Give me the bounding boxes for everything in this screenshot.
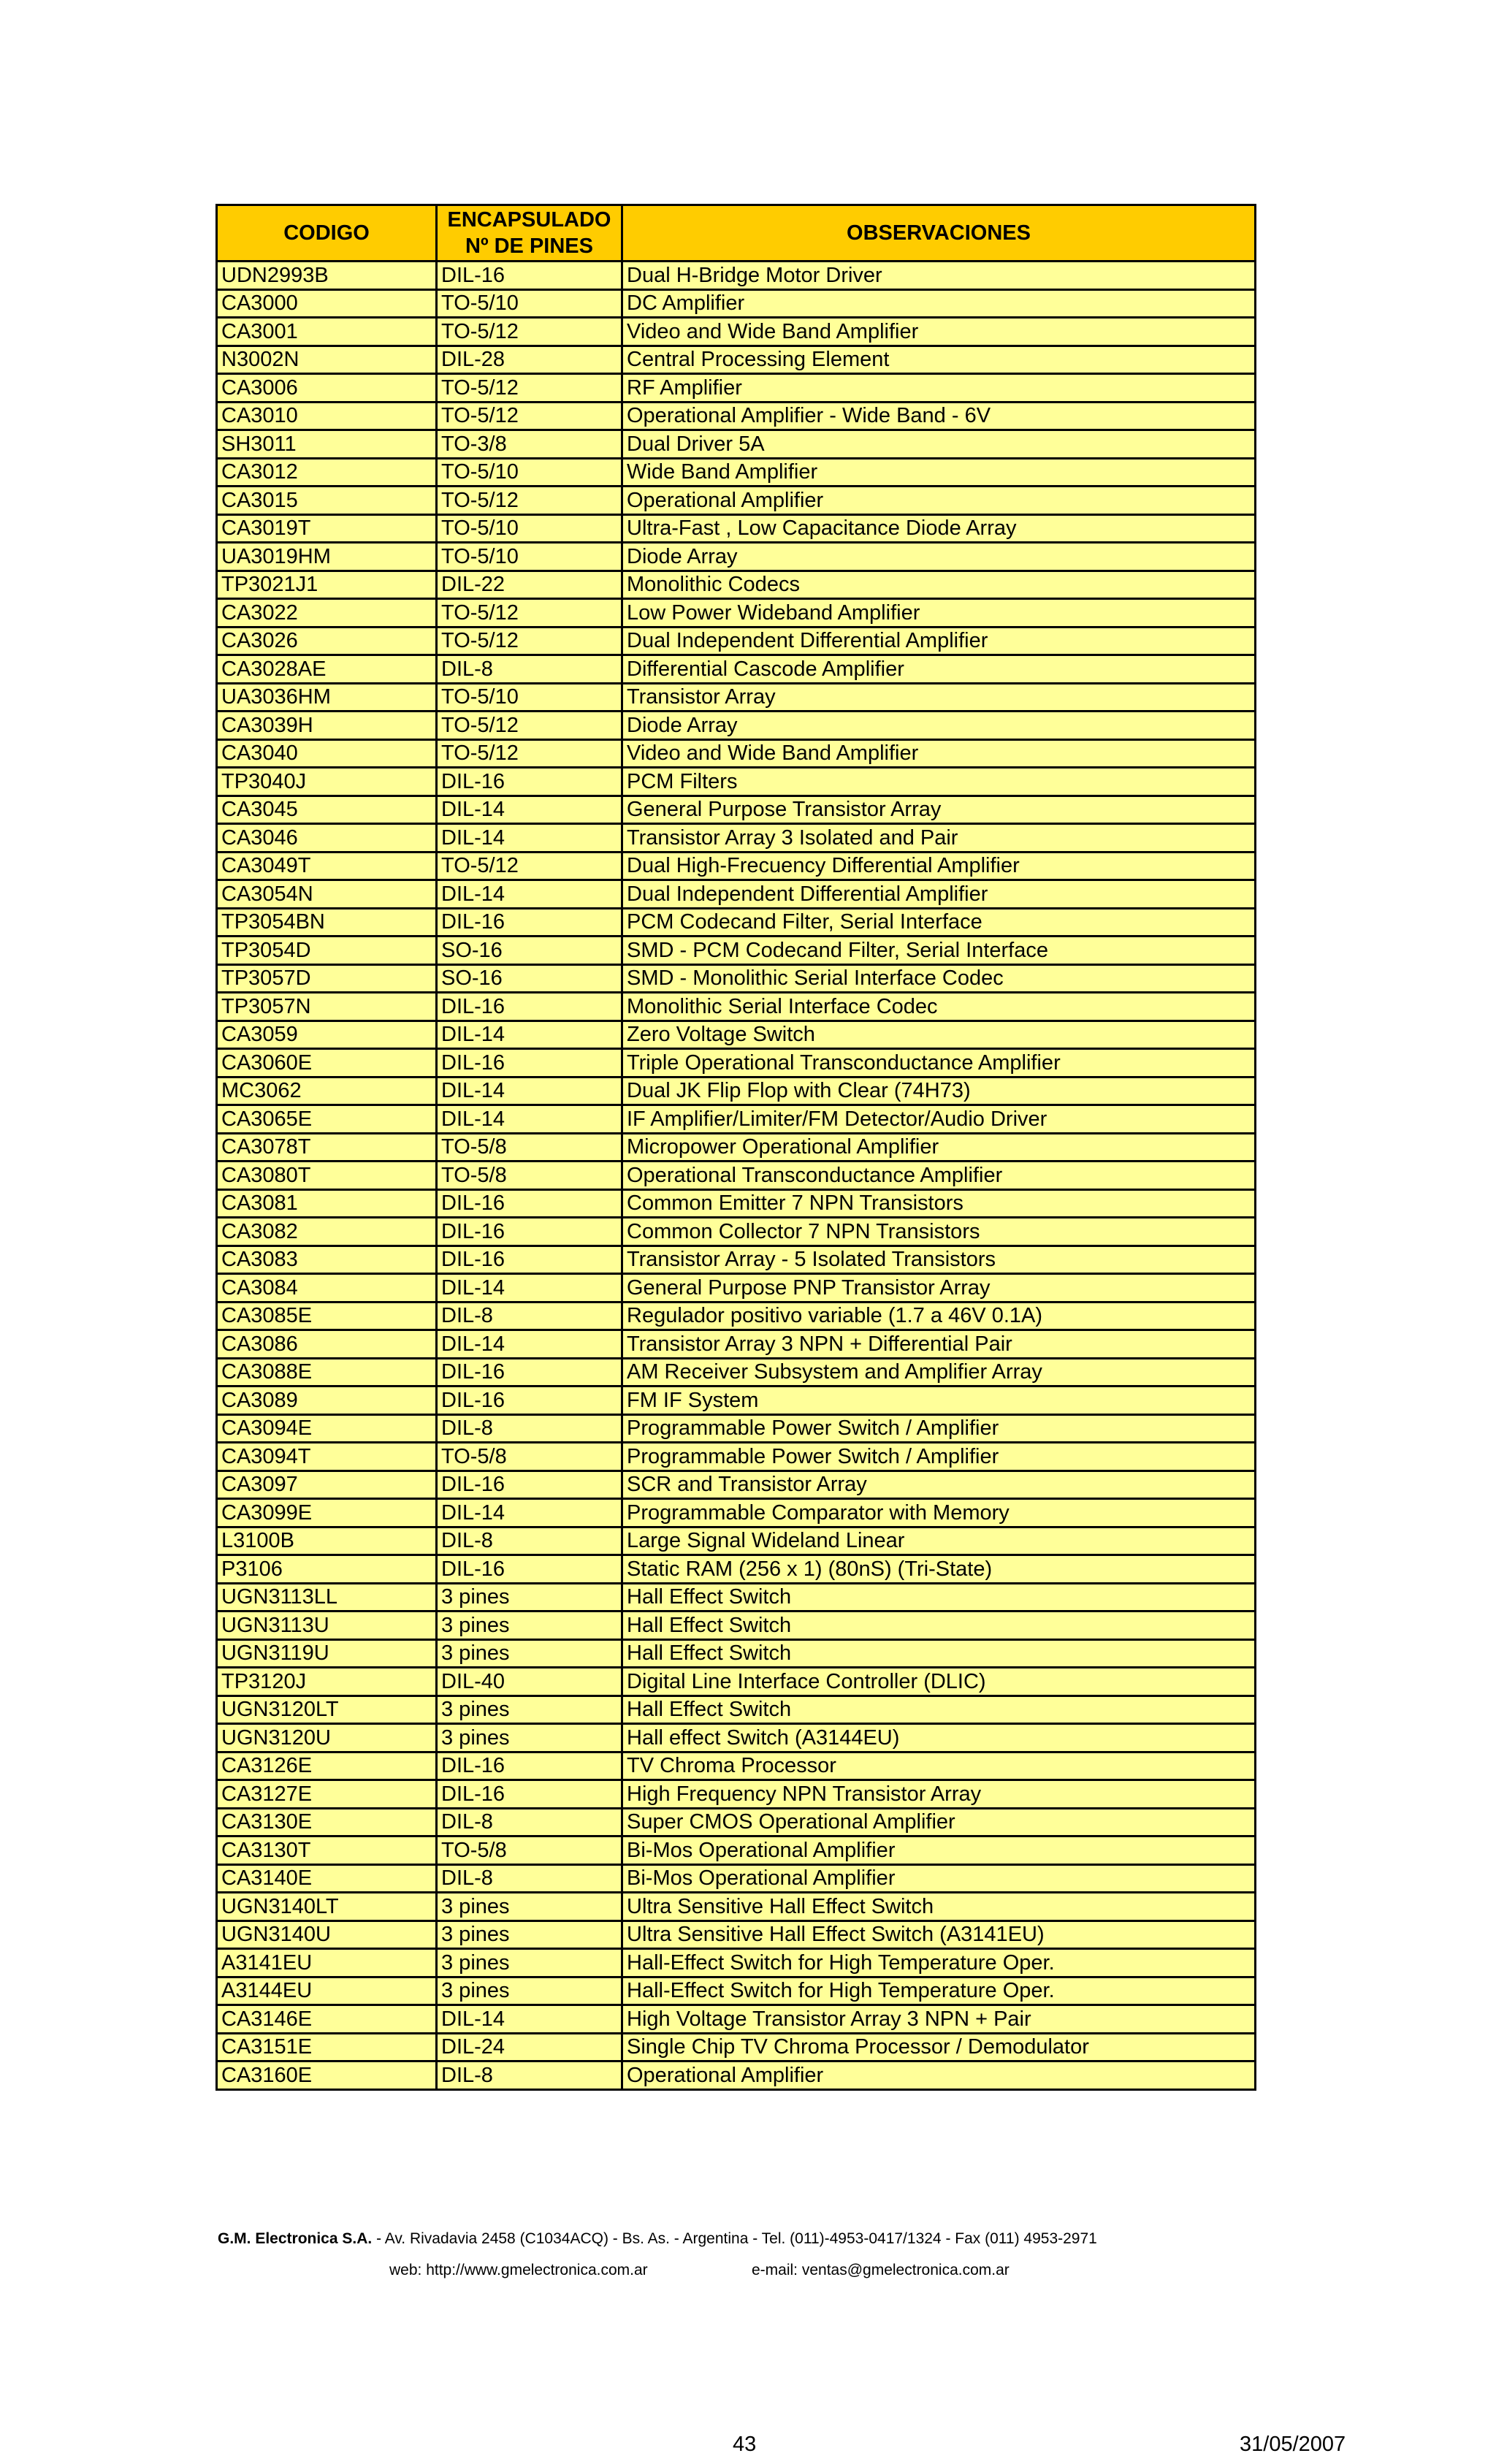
cell-encapsulado: DIL-28 [437, 346, 622, 374]
cell-codigo: N3002N [217, 346, 437, 374]
table-row [217, 2033, 1256, 2061]
cell-encapsulado: TO-3/8 [437, 430, 622, 459]
cell-encapsulado: DIL-14 [437, 796, 622, 824]
cell-observaciones: Hall Effect Switch [622, 1583, 1256, 1611]
cell-encapsulado: DIL-14 [437, 1499, 622, 1527]
cell-codigo: TP3040J [217, 768, 437, 796]
cell-observaciones: Micropower Operational Amplifier [622, 1133, 1256, 1162]
cell-encapsulado: TO-5/12 [437, 712, 622, 740]
cell-encapsulado: DIL-8 [437, 1864, 622, 1893]
cell-codigo: A3141EU [217, 1949, 437, 1977]
cell-observaciones: Monolithic Serial Interface Codec [622, 993, 1256, 1021]
cell-observaciones: SMD - PCM Codecand Filter, Serial Interface [622, 937, 1256, 965]
table-row [217, 1724, 1256, 1752]
cell-codigo: CA3022 [217, 599, 437, 628]
cell-observaciones: Diode Array [622, 712, 1256, 740]
table-row [217, 1808, 1256, 1836]
cell-encapsulado: 3 pines [437, 1583, 622, 1611]
table-row [217, 824, 1256, 853]
cell-encapsulado: DIL-14 [437, 1077, 622, 1105]
table-row [217, 852, 1256, 880]
table-row [217, 1330, 1256, 1359]
cell-codigo: CA3126E [217, 1752, 437, 1780]
cell-codigo: P3106 [217, 1555, 437, 1584]
table-row [217, 1555, 1256, 1584]
cell-observaciones: Hall-Effect Switch for High Temperature Oper. [622, 1949, 1256, 1977]
table-row [217, 289, 1256, 318]
cell-observaciones: Digital Line Interface Controller (DLIC) [622, 1668, 1256, 1696]
table-row [217, 1921, 1256, 1949]
table-row [217, 1836, 1256, 1865]
cell-observaciones: Ultra Sensitive Hall Effect Switch (A3141EU) [622, 1921, 1256, 1949]
table-row [217, 1414, 1256, 1443]
cell-codigo: CA3039H [217, 712, 437, 740]
cell-observaciones: FM IF System [622, 1387, 1256, 1415]
cell-codigo: CA3001 [217, 318, 437, 346]
cell-codigo: TP3054D [217, 937, 437, 965]
cell-observaciones: Transistor Array 3 Isolated and Pair [622, 824, 1256, 853]
cell-observaciones: Common Emitter 7 NPN Transistors [622, 1189, 1256, 1218]
cell-encapsulado: TO-5/8 [437, 1162, 622, 1190]
cell-codigo: CA3127E [217, 1780, 437, 1809]
table-row [217, 2061, 1256, 2090]
cell-encapsulado: TO-5/12 [437, 487, 622, 515]
table-row [217, 262, 1256, 290]
cell-encapsulado: DIL-16 [437, 262, 622, 290]
cell-encapsulado: DIL-16 [437, 993, 622, 1021]
cell-codigo: CA3019T [217, 514, 437, 543]
cell-encapsulado: TO-5/12 [437, 852, 622, 880]
cell-encapsulado: SO-16 [437, 964, 622, 993]
table-row [217, 1049, 1256, 1077]
header-encapsulado [437, 205, 622, 262]
cell-observaciones: Hall Effect Switch [622, 1611, 1256, 1640]
cell-encapsulado: TO-5/10 [437, 514, 622, 543]
cell-codigo: CA3065E [217, 1105, 437, 1134]
cell-observaciones: Dual Driver 5A [622, 430, 1256, 459]
cell-codigo: CA3099E [217, 1499, 437, 1527]
table-row [217, 1780, 1256, 1809]
table-row [217, 1527, 1256, 1555]
cell-codigo: CA3010 [217, 402, 437, 430]
cell-observaciones: Triple Operational Transconductance Amplifier [622, 1049, 1256, 1077]
cell-encapsulado: TO-5/8 [437, 1443, 622, 1471]
table-row [217, 1752, 1256, 1780]
cell-encapsulado: 3 pines [437, 1724, 622, 1752]
table-row [217, 1021, 1256, 1049]
cell-observaciones: Static RAM (256 x 1) (80nS) (Tri-State) [622, 1555, 1256, 1584]
cell-encapsulado: 3 pines [437, 1611, 622, 1640]
cell-observaciones: Zero Voltage Switch [622, 1021, 1256, 1049]
cell-codigo: CA3080T [217, 1162, 437, 1190]
cell-observaciones: Transistor Array [622, 683, 1256, 712]
footer-company-line [218, 2230, 1097, 2248]
cell-codigo: CA3012 [217, 458, 437, 487]
table-row [217, 430, 1256, 459]
cell-codigo: CA3130T [217, 1836, 437, 1865]
table-row [217, 1977, 1256, 2005]
cell-observaciones: Dual Independent Differential Amplifier [622, 880, 1256, 909]
cell-encapsulado: 3 pines [437, 1893, 622, 1921]
table-row [217, 1387, 1256, 1415]
cell-codigo: CA3028AE [217, 655, 437, 684]
table-row [217, 712, 1256, 740]
table-row [217, 627, 1256, 655]
cell-observaciones: Hall Effect Switch [622, 1696, 1256, 1724]
cell-encapsulado: DIL-16 [437, 1049, 622, 1077]
cell-codigo: CA3082 [217, 1218, 437, 1246]
page-number: 43 [733, 2433, 757, 2456]
cell-codigo: UA3019HM [217, 543, 437, 571]
cell-codigo: TP3021J1 [217, 571, 437, 599]
cell-codigo: MC3062 [217, 1077, 437, 1105]
cell-observaciones: High Voltage Transistor Array 3 NPN + Pair [622, 2005, 1256, 2034]
cell-codigo: CA3130E [217, 1808, 437, 1836]
cell-encapsulado: TO-5/8 [437, 1836, 622, 1865]
cell-codigo: CA3151E [217, 2033, 437, 2061]
table-row [217, 1583, 1256, 1611]
cell-encapsulado: TO-5/12 [437, 374, 622, 403]
cell-encapsulado: TO-5/10 [437, 543, 622, 571]
cell-codigo: UGN3120U [217, 1724, 437, 1752]
table-row [217, 1471, 1256, 1499]
table-row [217, 543, 1256, 571]
cell-encapsulado: DIL-8 [437, 655, 622, 684]
table-row [217, 1639, 1256, 1668]
table-row [217, 571, 1256, 599]
cell-encapsulado: DIL-14 [437, 1330, 622, 1359]
table-row [217, 458, 1256, 487]
table-row [217, 514, 1256, 543]
cell-observaciones: Operational Transconductance Amplifier [622, 1162, 1256, 1190]
cell-codigo: CA3085E [217, 1302, 437, 1330]
cell-encapsulado: DIL-16 [437, 1246, 622, 1274]
table-row [217, 318, 1256, 346]
table-row [217, 1949, 1256, 1977]
cell-encapsulado: TO-5/10 [437, 289, 622, 318]
cell-codigo: UGN3140LT [217, 1893, 437, 1921]
cell-observaciones: Dual H-Bridge Motor Driver [622, 262, 1256, 290]
cell-encapsulado: DIL-16 [437, 1752, 622, 1780]
cell-encapsulado: DIL-14 [437, 824, 622, 853]
table-row [217, 1246, 1256, 1274]
table-row [217, 1893, 1256, 1921]
cell-codigo: CA3078T [217, 1133, 437, 1162]
cell-codigo: CA3140E [217, 1864, 437, 1893]
table-row [217, 346, 1256, 374]
table-row [217, 796, 1256, 824]
cell-codigo: CA3040 [217, 739, 437, 768]
cell-observaciones: Ultra-Fast , Low Capacitance Diode Array [622, 514, 1256, 543]
table-row [217, 402, 1256, 430]
header-row [217, 205, 1256, 262]
cell-encapsulado: DIL-16 [437, 1780, 622, 1809]
table-row [217, 487, 1256, 515]
cell-codigo: CA3086 [217, 1330, 437, 1359]
cell-encapsulado: 3 pines [437, 1639, 622, 1668]
cell-codigo: TP3054BN [217, 908, 437, 937]
cell-observaciones: Bi-Mos Operational Amplifier [622, 1836, 1256, 1865]
table-row [217, 2005, 1256, 2034]
cell-observaciones: General Purpose Transistor Array [622, 796, 1256, 824]
cell-observaciones: SCR and Transistor Array [622, 1471, 1256, 1499]
cell-encapsulado: DIL-8 [437, 2061, 622, 2090]
cell-observaciones: Super CMOS Operational Amplifier [622, 1808, 1256, 1836]
cell-encapsulado: TO-5/10 [437, 683, 622, 712]
cell-observaciones: PCM Filters [622, 768, 1256, 796]
cell-codigo: CA3054N [217, 880, 437, 909]
cell-observaciones: Diode Array [622, 543, 1256, 571]
cell-encapsulado: DIL-14 [437, 880, 622, 909]
table-row [217, 908, 1256, 937]
cell-codigo: CA3146E [217, 2005, 437, 2034]
cell-codigo: CA3046 [217, 824, 437, 853]
cell-observaciones: Monolithic Codecs [622, 571, 1256, 599]
table-row [217, 1274, 1256, 1302]
cell-observaciones: Single Chip TV Chroma Processor / Demodulator [622, 2033, 1256, 2061]
cell-codigo: CA3094T [217, 1443, 437, 1471]
table-row [217, 1302, 1256, 1330]
table-row [217, 1105, 1256, 1134]
cell-codigo: CA3081 [217, 1189, 437, 1218]
cell-encapsulado: 3 pines [437, 1921, 622, 1949]
cell-encapsulado: DIL-16 [437, 1471, 622, 1499]
cell-encapsulado: DIL-16 [437, 1555, 622, 1584]
cell-observaciones: Hall effect Switch (A3144EU) [622, 1724, 1256, 1752]
cell-observaciones: Ultra Sensitive Hall Effect Switch [622, 1893, 1256, 1921]
cell-observaciones: Video and Wide Band Amplifier [622, 739, 1256, 768]
table-row [217, 1358, 1256, 1387]
cell-encapsulado: TO-5/12 [437, 627, 622, 655]
footer-company-name: G.M. Electronica S.A. [218, 2230, 373, 2247]
cell-observaciones: Programmable Power Switch / Amplifier [622, 1414, 1256, 1443]
cell-codigo: UGN3120LT [217, 1696, 437, 1724]
cell-observaciones: Dual High-Frecuency Differential Amplifier [622, 852, 1256, 880]
cell-codigo: TP3120J [217, 1668, 437, 1696]
footer-email: e-mail: ventas@gmelectronica.com.ar [752, 2262, 1010, 2278]
table-row [217, 599, 1256, 628]
cell-codigo: CA3006 [217, 374, 437, 403]
cell-encapsulado: TO-5/12 [437, 599, 622, 628]
cell-encapsulado: TO-5/10 [437, 458, 622, 487]
cell-encapsulado: DIL-14 [437, 1274, 622, 1302]
cell-codigo: CA3015 [217, 487, 437, 515]
table-row [217, 1864, 1256, 1893]
header-observaciones: OBSERVACIONES [622, 205, 1256, 262]
table-row [217, 1443, 1256, 1471]
cell-codigo: CA3026 [217, 627, 437, 655]
cell-codigo: UDN2993B [217, 262, 437, 290]
header-encapsulado-line2: Nº DE PINES [465, 234, 593, 258]
table-row [217, 1611, 1256, 1640]
table-row [217, 1162, 1256, 1190]
table-body [217, 262, 1256, 2090]
cell-observaciones: DC Amplifier [622, 289, 1256, 318]
cell-encapsulado: TO-5/8 [437, 1133, 622, 1162]
footer-address: - Av. Rivadavia 2458 (C1034ACQ) - Bs. As. - Argentina - Tel. (011)-4953-0417/1324 - Fax (011) 4953-2971 [372, 2230, 1097, 2247]
cell-observaciones: Programmable Power Switch / Amplifier [622, 1443, 1256, 1471]
cell-codigo: UGN3113LL [217, 1583, 437, 1611]
cell-encapsulado: DIL-8 [437, 1414, 622, 1443]
cell-observaciones: Hall-Effect Switch for High Temperature Oper. [622, 1977, 1256, 2005]
cell-observaciones: AM Receiver Subsystem and Amplifier Array [622, 1358, 1256, 1387]
cell-codigo: CA3094E [217, 1414, 437, 1443]
header-encapsulado-line1: ENCAPSULADO [447, 208, 611, 232]
cell-codigo: CA3088E [217, 1358, 437, 1387]
cell-encapsulado: DIL-40 [437, 1668, 622, 1696]
cell-codigo: UGN3113U [217, 1611, 437, 1640]
cell-encapsulado: 3 pines [437, 1977, 622, 2005]
cell-encapsulado: TO-5/12 [437, 318, 622, 346]
cell-codigo: CA3059 [217, 1021, 437, 1049]
cell-observaciones: Dual JK Flip Flop with Clear (74H73) [622, 1077, 1256, 1105]
cell-observaciones: Programmable Comparator with Memory [622, 1499, 1256, 1527]
cell-encapsulado: DIL-14 [437, 1021, 622, 1049]
cell-observaciones: High Frequency NPN Transistor Array [622, 1780, 1256, 1809]
table-row [217, 964, 1256, 993]
cell-codigo: UGN3119U [217, 1639, 437, 1668]
cell-encapsulado: DIL-8 [437, 1302, 622, 1330]
cell-encapsulado: 3 pines [437, 1949, 622, 1977]
cell-codigo: CA3060E [217, 1049, 437, 1077]
cell-observaciones: Transistor Array - 5 Isolated Transistors [622, 1246, 1256, 1274]
table-row [217, 993, 1256, 1021]
cell-encapsulado: DIL-14 [437, 2005, 622, 2034]
table-row [217, 683, 1256, 712]
cell-codigo: CA3000 [217, 289, 437, 318]
table-row [217, 768, 1256, 796]
cell-codigo: CA3083 [217, 1246, 437, 1274]
table-row [217, 374, 1256, 403]
cell-encapsulado: DIL-16 [437, 768, 622, 796]
cell-observaciones: SMD - Monolithic Serial Interface Codec [622, 964, 1256, 993]
cell-observaciones: Large Signal Wideland Linear [622, 1527, 1256, 1555]
cell-encapsulado: TO-5/12 [437, 739, 622, 768]
cell-observaciones: Operational Amplifier - Wide Band - 6V [622, 402, 1256, 430]
cell-codigo: SH3011 [217, 430, 437, 459]
cell-observaciones: Wide Band Amplifier [622, 458, 1256, 487]
table-row [217, 1696, 1256, 1724]
cell-encapsulado: DIL-16 [437, 1387, 622, 1415]
cell-observaciones: General Purpose PNP Transistor Array [622, 1274, 1256, 1302]
cell-encapsulado: DIL-16 [437, 1189, 622, 1218]
cell-observaciones: Differential Cascode Amplifier [622, 655, 1256, 684]
table-row [217, 1077, 1256, 1105]
cell-observaciones: Operational Amplifier [622, 2061, 1256, 2090]
cell-observaciones: Dual Independent Differential Amplifier [622, 627, 1256, 655]
cell-encapsulado: DIL-24 [437, 2033, 622, 2061]
cell-codigo: TP3057D [217, 964, 437, 993]
table-row [217, 1668, 1256, 1696]
cell-observaciones: RF Amplifier [622, 374, 1256, 403]
cell-encapsulado: TO-5/12 [437, 402, 622, 430]
cell-encapsulado: DIL-16 [437, 1218, 622, 1246]
cell-observaciones: Central Processing Element [622, 346, 1256, 374]
cell-observaciones: Transistor Array 3 NPN + Differential Pair [622, 1330, 1256, 1359]
cell-codigo: CA3097 [217, 1471, 437, 1499]
cell-codigo: UA3036HM [217, 683, 437, 712]
cell-observaciones: Low Power Wideband Amplifier [622, 599, 1256, 628]
footer-web: web: http://www.gmelectronica.com.ar [389, 2262, 648, 2278]
cell-observaciones: PCM Codecand Filter, Serial Interface [622, 908, 1256, 937]
page-date: 31/05/2007 [1240, 2433, 1346, 2456]
cell-observaciones: TV Chroma Processor [622, 1752, 1256, 1780]
cell-encapsulado: DIL-14 [437, 1105, 622, 1134]
cell-encapsulado: DIL-22 [437, 571, 622, 599]
table-row [217, 1499, 1256, 1527]
cell-observaciones: IF Amplifier/Limiter/FM Detector/Audio Driver [622, 1105, 1256, 1134]
cell-encapsulado: 3 pines [437, 1696, 622, 1724]
table-row [217, 880, 1256, 909]
cell-codigo: A3144EU [217, 1977, 437, 2005]
cell-codigo: CA3084 [217, 1274, 437, 1302]
cell-encapsulado: SO-16 [437, 937, 622, 965]
cell-codigo: CA3160E [217, 2061, 437, 2090]
cell-codigo: UGN3140U [217, 1921, 437, 1949]
parts-table [215, 204, 1256, 2091]
cell-observaciones: Video and Wide Band Amplifier [622, 318, 1256, 346]
table-row [217, 1218, 1256, 1246]
header-codigo: CODIGO [217, 205, 437, 262]
cell-encapsulado: DIL-16 [437, 908, 622, 937]
cell-observaciones: Hall Effect Switch [622, 1639, 1256, 1668]
cell-encapsulado: DIL-8 [437, 1808, 622, 1836]
table-row [217, 937, 1256, 965]
cell-codigo: CA3049T [217, 852, 437, 880]
cell-codigo: L3100B [217, 1527, 437, 1555]
cell-codigo: CA3089 [217, 1387, 437, 1415]
cell-observaciones: Operational Amplifier [622, 487, 1256, 515]
cell-observaciones: Regulador positivo variable (1.7 a 46V 0.1A) [622, 1302, 1256, 1330]
cell-encapsulado: DIL-8 [437, 1527, 622, 1555]
table-row [217, 1189, 1256, 1218]
table-row [217, 655, 1256, 684]
cell-encapsulado: DIL-16 [437, 1358, 622, 1387]
cell-codigo: TP3057N [217, 993, 437, 1021]
cell-observaciones: Bi-Mos Operational Amplifier [622, 1864, 1256, 1893]
cell-observaciones: Common Collector 7 NPN Transistors [622, 1218, 1256, 1246]
table-row [217, 1133, 1256, 1162]
cell-codigo: CA3045 [217, 796, 437, 824]
table-row [217, 739, 1256, 768]
